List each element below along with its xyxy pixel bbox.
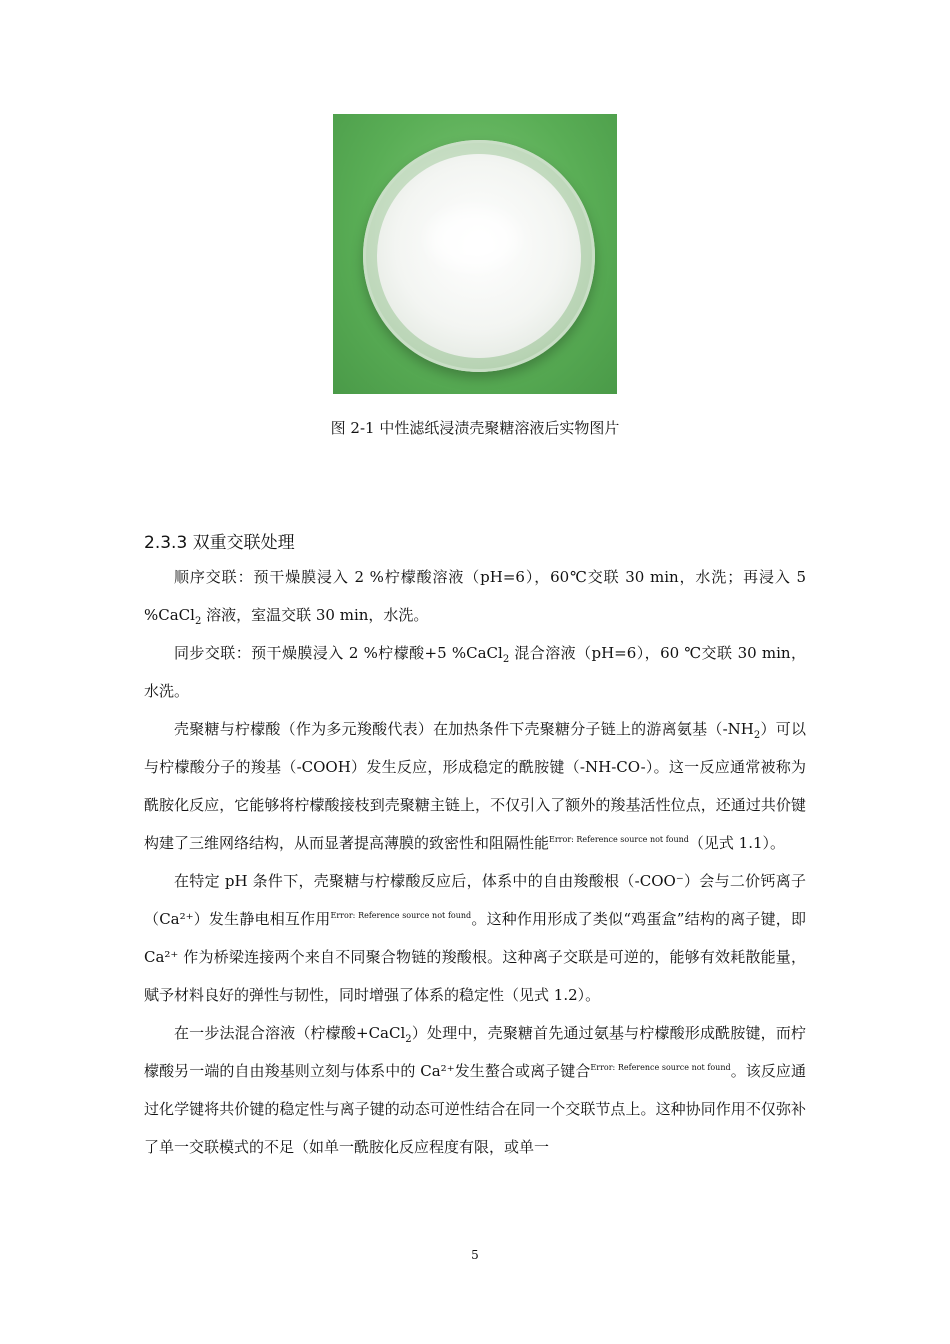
paragraph-sequential-crosslinking: 顺序交联：预干燥膜浸入 2 %柠檬酸溶液（pH=6），60℃交联 30 min，水洗；再浸入 5 %CaCl$_2$ 溶液，室温交联 30 min，水洗。 xyxy=(144,568,806,627)
figure-caption: 图 2-1 中性滤纸浸渍壳聚糖溶液后实物图片 xyxy=(330,419,620,437)
film-sheen xyxy=(428,209,518,269)
figure-photo-petri-dish xyxy=(333,114,617,394)
reference-error: Error: Reference source not found xyxy=(330,911,472,920)
reference-error: Error: Reference source not found xyxy=(590,1063,731,1072)
body-text xyxy=(144,558,806,1166)
paragraph-ionic-crosslinking: 在特定 pH 条件下，壳聚糖与柠檬酸反应后，体系中的自由羧酸根（-COO⁻）会与二价钙离子（Ca²⁺）发生静电相互作用$^{Error: Reference source not found}$。这种作用形成了类似“鸡蛋盒”结构的离子键，即 Ca²⁺ 作为桥梁连接两个来自不同聚合物链的羧酸根。这种离子交联是可逆的，能够有效耗散能量，赋予材料良好的弹性与韧性，同时增强了体系的稳定性（见式 1.2）。 xyxy=(144,872,807,1004)
section-heading: 2.3.3 双重交联处理 xyxy=(144,533,295,553)
paragraph-amidation: 壳聚糖与柠檬酸（作为多元羧酸代表）在加热条件下壳聚糖分子链上的游离氨基$(-NH_2)$可以与柠檬酸分子的羧基（-COOH）发生反应，形成稳定的酰胺键（-NH-CO-）。这一反应通常被称为酰胺化反应，它能够将柠檬酸接枝到壳聚糖主链上，不仅引入了额外的羧基活性位点，还通过共价键构建了三维网络结构，从而显著提高薄膜的致密性和阻隔性能$^{Error: Reference source not found}$（见式 1.1）。 xyxy=(144,720,806,852)
page-number: 5 xyxy=(471,1248,479,1262)
paragraph-synchronous-crosslinking: 同步交联：预干燥膜浸入 2 %柠檬酸+5 %CaCl$_2$ 混合溶液（pH=6），60 ℃交联 30 min，水洗。 xyxy=(144,644,806,700)
paragraph-one-step: 在一步法混合溶液（柠檬酸+CaCl$_2$）处理中，壳聚糖首先通过氨基与柠檬酸形成酰胺键，而柠檬酸另一端的自由羧基则立刻与体系中的 Ca²⁺发生螯合或离子键合$^{Error: Reference source not found}$。该反应通过化学键将共价键的稳定性与离子键的动态可逆性结合在同一个交联节点上。这种协同作用不仅弥补了单一交联模式的不足（如单一酰胺化反应程度有限，或单一 xyxy=(144,1024,807,1156)
reference-error: Error: Reference source not found xyxy=(549,835,689,844)
